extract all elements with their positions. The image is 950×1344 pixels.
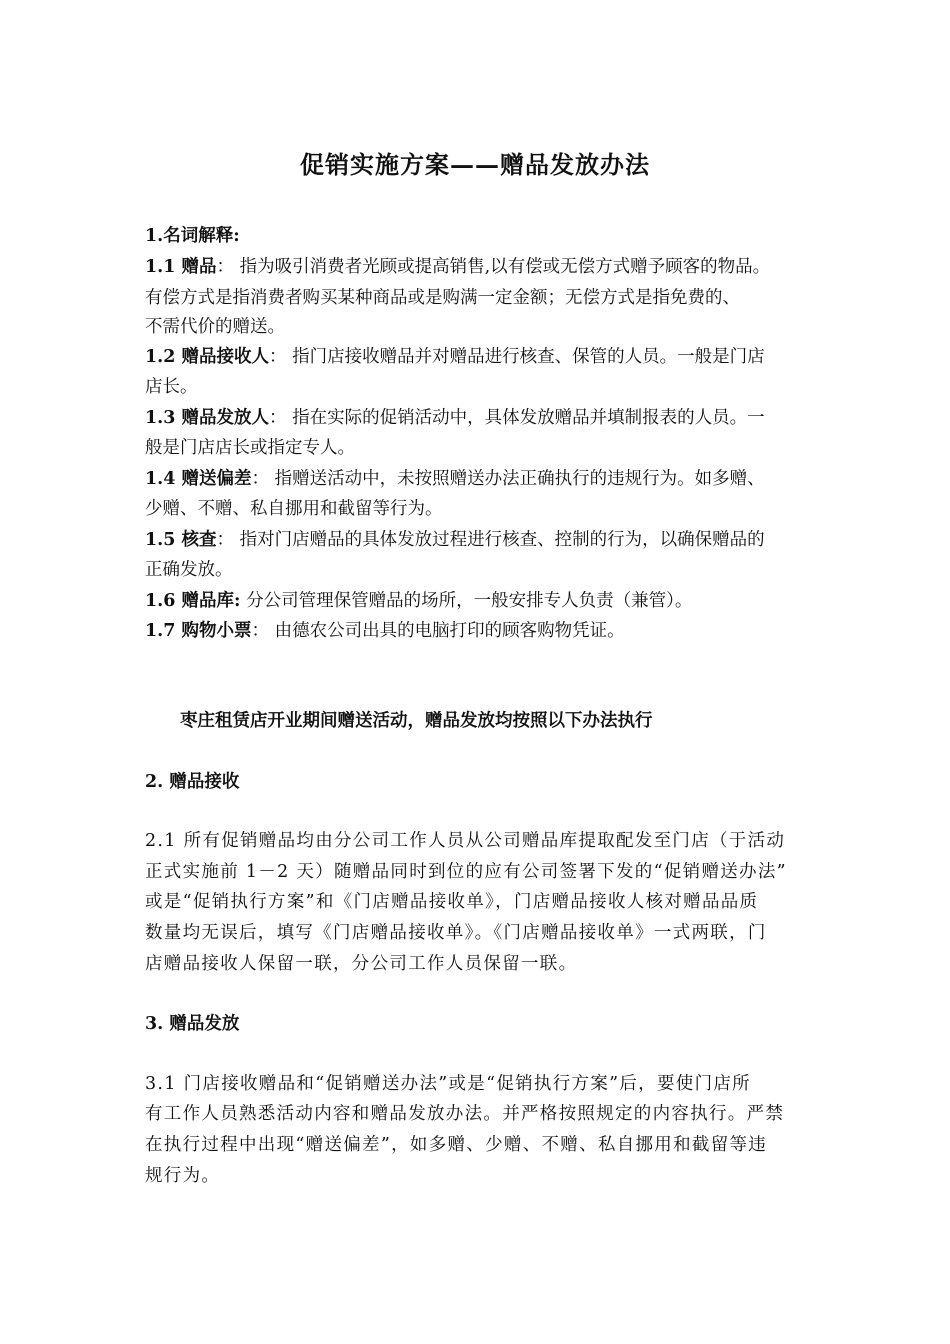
definition-text: 少赠、不赠、私自挪用和截留等行为。	[145, 499, 443, 519]
section-1-heading: 1.名词解释:	[145, 226, 240, 246]
definition-term: 1.3 赠品发放人	[145, 408, 270, 428]
definition-text: 有偿方式是指消费者购买某种商品或是购满一定金额；无偿方式是指免费的、	[145, 288, 740, 308]
paragraph-line: 有工作人员熟悉活动内容和赠品发放办法。并严格按照规定的内容执行。严禁	[145, 1104, 785, 1124]
paragraph-line: 数量均无误后，填写《门店赠品接收单》。《门店赠品接收单》一式两联，门	[145, 923, 767, 943]
definition-text: 指赠送活动中，未按照赠送办法正确执行的违规行为。如多赠、	[274, 469, 765, 489]
definition-text: 指在实际的促销活动中，具体发放赠品并填制报表的人员。一	[292, 408, 765, 428]
page-title: 促销实施方案——赠品发放办法	[300, 150, 650, 179]
paragraph-line: 3.1 门店接收赠品和“促销赠送办法”或是“促销执行方案”后，要使门店所	[145, 1074, 751, 1094]
definition-1-6	[145, 590, 692, 612]
paragraph-line: 店赠品接收人保留一联，分公司工作人员保留一联。	[145, 954, 578, 974]
definition-text: 不需代价的赠送。	[145, 317, 285, 337]
definition-term: 1.6 赠品库:	[145, 591, 241, 611]
paragraph-line: 正式实施前 1－2 天）随赠品同时到位的应有公司签署下发的“促销赠送办法”	[145, 862, 787, 882]
definition-1-3: 1.3 赠品发放人： 指在实际的促销活动中，具体发放赠品并填制报表的人员。一	[145, 408, 765, 428]
section-3-heading: 3. 赠品发放	[145, 1014, 240, 1034]
paragraph-line: 2.1 所有促销赠品均由分公司工作人员从公司赠品库提取配发至门店（于活动	[145, 831, 786, 851]
definition-term: 1.2 赠品接收人	[145, 347, 270, 367]
definition-1-7: 1.7 购物小票： 由德农公司出具的电脑打印的顾客购物凭证。	[145, 621, 625, 641]
definition-text: 由德农公司出具的电脑打印的顾客购物凭证。	[274, 621, 625, 641]
paragraph-line: 或是“促销执行方案”和《门店赠品接收单》，门店赠品接收人核对赠品品质	[145, 892, 759, 912]
section-2-heading: 2. 赠品接收	[145, 772, 240, 792]
definition-text: 指对门店赠品的具体发放过程进行核查、控制的行为，以确保赠品的	[239, 530, 765, 550]
definition-text: 般是门店店长或指定专人。	[145, 438, 355, 458]
definition-term: 1.5 核查	[145, 530, 217, 550]
definition-1-5: 1.5 核查： 指对门店赠品的具体发放过程进行核查、控制的行为，以确保赠品的	[145, 530, 765, 550]
paragraph-line: 规行为。	[145, 1166, 221, 1186]
definition-term: 1.7 购物小票	[145, 621, 252, 641]
definition-1-2: 1.2 赠品接收人： 指门店接收赠品并对赠品进行核查、保管的人员。一般是门店	[145, 347, 765, 367]
definition-1-4: 1.4 赠送偏差： 指赠送活动中，未按照赠送办法正确执行的违规行为。如多赠、	[145, 469, 765, 489]
paragraph-line: 在执行过程中出现“赠送偏差”，如多赠、少赠、不赠、私自挪用和截留等违	[145, 1135, 768, 1155]
definition-text: 店长。	[145, 377, 198, 397]
definition-text: 指为吸引消费者光顾或提高销售,以有偿或无偿方式赠予顾客的物品。	[239, 257, 771, 277]
definition-text: 正确发放。	[145, 560, 233, 580]
definition-text: 分公司管理保管赠品的场所，一般安排专人负责（兼管）。	[246, 591, 693, 611]
definition-term: 1.1 赠品	[145, 257, 217, 277]
definition-term: 1.4 赠送偏差	[145, 469, 252, 489]
definition-1-1: 1.1 赠品： 指为吸引消费者光顾或提高销售,以有偿或无偿方式赠予顾客的物品。	[145, 257, 771, 277]
activity-subtitle: 枣庄租赁店开业期间赠送活动，赠品发放均按照以下办法执行	[180, 711, 653, 731]
definition-text: 指门店接收赠品并对赠品进行核查、保管的人员。一般是门店	[292, 347, 765, 367]
